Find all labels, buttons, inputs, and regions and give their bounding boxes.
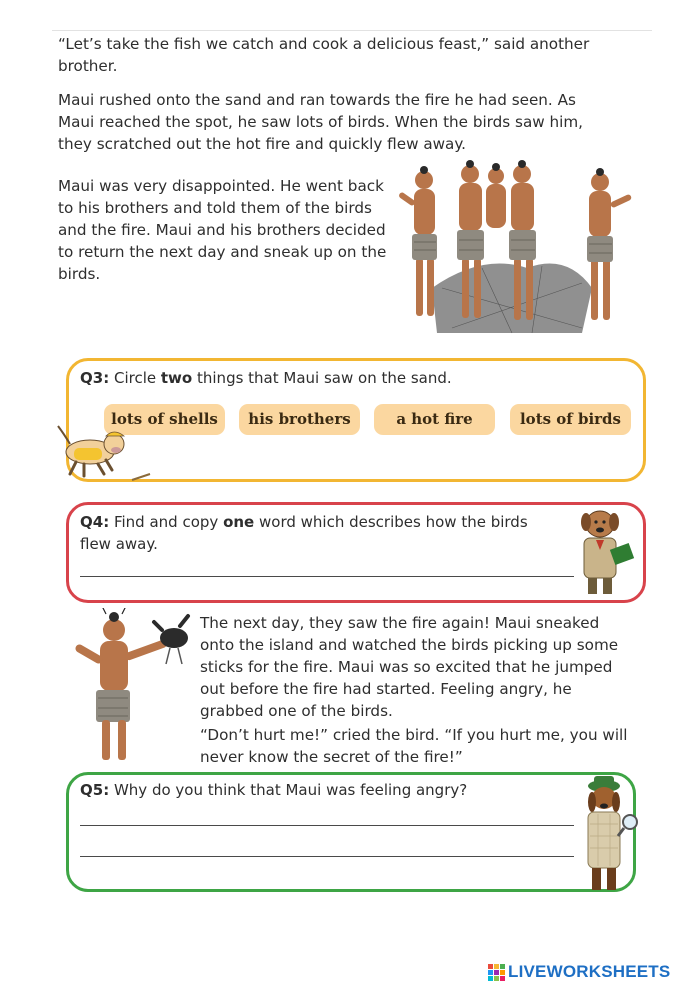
detective-dog-magnifier-illustration bbox=[578, 774, 644, 898]
logo-tile bbox=[494, 976, 499, 981]
maui-holding-bird-illustration bbox=[62, 608, 198, 766]
logo-tile bbox=[500, 976, 505, 981]
liveworksheets-logo bbox=[488, 962, 670, 982]
q3-question bbox=[80, 367, 620, 389]
q3-option-his-brothers[interactable]: his brothers bbox=[239, 404, 360, 435]
q3-option-lots-of-birds[interactable]: lots of birds bbox=[510, 404, 631, 435]
q3-text-after: things that Maui saw on the sand. bbox=[197, 369, 452, 387]
story-paragraph-1: “Let’s take the fish we catch and cook a delicious feast,” said another brother. bbox=[58, 35, 590, 75]
logo-tile bbox=[500, 964, 505, 969]
q4-question bbox=[80, 511, 540, 555]
q3-text-bold: two bbox=[160, 369, 193, 387]
logo-tile bbox=[500, 970, 505, 975]
q4-answer-line[interactable] bbox=[80, 576, 574, 577]
q5-answer-line-2[interactable] bbox=[80, 856, 574, 857]
top-divider bbox=[52, 30, 652, 31]
q5-text: Why do you think that Maui was feeling angry? bbox=[113, 781, 468, 799]
logo-tile bbox=[488, 970, 493, 975]
q4-label: Q4: bbox=[80, 513, 110, 531]
q5-question bbox=[80, 779, 560, 801]
dog-cap-illustration bbox=[54, 408, 154, 488]
q3-option-a-hot-fire[interactable]: a hot fire bbox=[374, 404, 495, 435]
q5-answer-line-1[interactable] bbox=[80, 825, 574, 826]
liveworksheets-brand-text: LIVEWORKSHEETS bbox=[508, 962, 671, 981]
q4-text-bold: one bbox=[223, 513, 255, 531]
maui-brothers-illustration bbox=[392, 158, 642, 338]
q3-text-before: Circle bbox=[113, 369, 157, 387]
logo-tile bbox=[488, 964, 493, 969]
liveworksheets-grid-icon bbox=[488, 964, 505, 981]
dog-reading-book-illustration bbox=[570, 506, 642, 598]
logo-tile bbox=[488, 976, 493, 981]
story-paragraph-4: The next day, they saw the fire again! Maui sneaked onto the island and watched the birds picking up some sticks for the fire. Maui was so excited that he jumped out before the fire had started. Feeling angry, he grabbed one of the birds. bbox=[200, 614, 619, 720]
q4-text-before: Find and copy bbox=[113, 513, 219, 531]
story-paragraph-3: Maui was very disappointed. He went back to his brothers and told them of the birds and the fire. Maui and his brothers decided to return the next day and sneak up on the birds. bbox=[58, 177, 387, 283]
story-paragraph-5: “Don’t hurt me!” cried the bird. “If you hurt me, you will never know the secret of the fire!” bbox=[200, 726, 628, 766]
logo-tile bbox=[494, 964, 499, 969]
q3-option-lots-of-shells[interactable]: lots of shells bbox=[104, 404, 225, 435]
logo-tile bbox=[494, 970, 499, 975]
q4-text-after: word which describes how the birds flew away. bbox=[80, 513, 528, 553]
q5-label: Q5: bbox=[80, 781, 110, 799]
q3-label: Q3: bbox=[80, 369, 110, 387]
story-paragraph-2: Maui rushed onto the sand and ran towards the fire he had seen. As Maui reached the spot, he saw lots of birds. When the birds saw him, they scratched out the hot fire and quickly flew away. bbox=[58, 91, 583, 153]
